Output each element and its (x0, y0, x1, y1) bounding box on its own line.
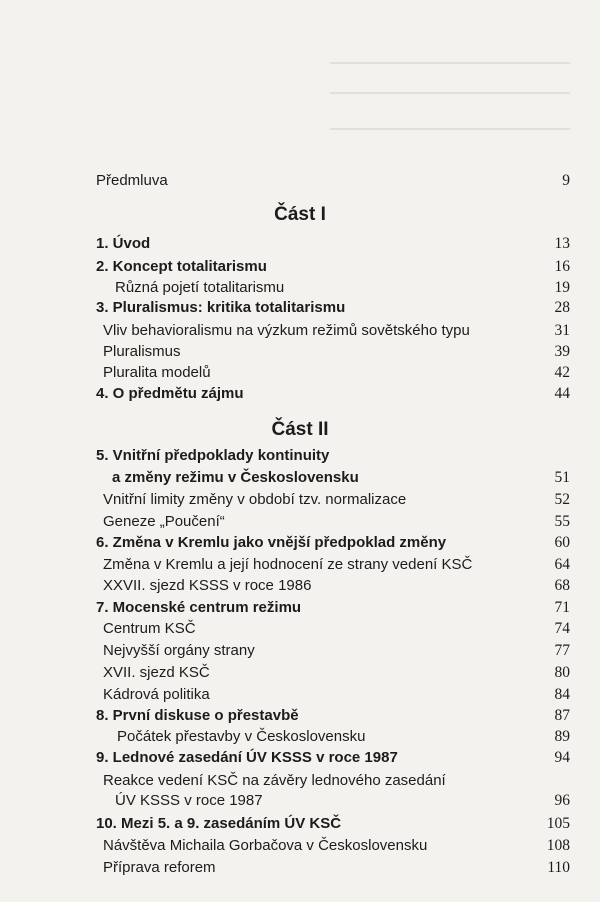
toc-entry-page: 64 (554, 556, 570, 573)
toc-entry-page: 39 (554, 343, 570, 360)
toc-entry-title: Vliv behavioralismu na výzkum režimů sovětského typu (103, 322, 470, 339)
toc-entry-title: 8. První diskuse o přestavbě (96, 707, 299, 724)
toc-entry-title: Příprava reforem (103, 859, 216, 876)
toc-entry-page: 89 (554, 728, 570, 745)
toc-entry-page: 96 (554, 792, 570, 809)
toc-entry-title: Geneze „Poučení“ (103, 513, 225, 530)
toc-entry-page: 51 (554, 469, 570, 486)
toc-entry-page: 94 (554, 749, 570, 766)
toc-entry-title: Nejvyšší orgány strany (103, 642, 255, 659)
toc-entry-title: 2. Koncept totalitarismu (96, 258, 267, 275)
toc-entry-title: Počátek přestavby v Československu (117, 728, 366, 745)
toc-entry-page: 19 (554, 279, 570, 296)
toc-entry-title: a změny režimu v Československu (112, 469, 359, 486)
toc-entry-page: 87 (554, 707, 570, 724)
toc-entry-title: Vnitřní limity změny v období tzv. normalizace (103, 491, 407, 508)
toc-entry-page: 80 (554, 664, 570, 681)
toc-entry-page: 68 (554, 577, 570, 594)
toc-entry-title: 3. Pluralismus: kritika totalitarismu (96, 299, 346, 316)
toc-entry-title: Kádrová politika (103, 686, 210, 703)
toc-entry-page: 52 (554, 491, 570, 508)
part-heading: Část II (271, 419, 329, 440)
show-through-line (330, 92, 570, 94)
toc-entry-page: 108 (546, 837, 570, 854)
part-heading: Část I (274, 204, 326, 225)
toc-entry-title: Různá pojetí totalitarismu (115, 279, 285, 296)
toc-entry-title: Změna v Kremlu a její hodnocení ze strany vedení KSČ (103, 556, 473, 573)
toc-entry-page: 84 (554, 686, 570, 703)
toc-entry-title: Předmluva (96, 172, 168, 189)
toc-entry-page: 44 (554, 385, 570, 402)
toc-entry-title: Centrum KSČ (103, 620, 196, 637)
toc-entry-page: 9 (562, 172, 570, 189)
show-through-line (330, 128, 570, 130)
toc-entry-title: 10. Mezi 5. a 9. zasedáním ÚV KSČ (96, 815, 342, 832)
toc-entry-title: 5. Vnitřní předpoklady kontinuity (96, 447, 330, 464)
toc-entry-title: XVII. sjezd KSČ (103, 664, 210, 681)
toc-entry-page: 105 (546, 815, 570, 832)
toc-entry-title: Návštěva Michaila Gorbačova v Československu (103, 837, 428, 854)
toc-entry-title: 6. Změna v Kremlu jako vnější předpoklad změny (96, 534, 447, 551)
toc-entry-page: 60 (554, 534, 570, 551)
toc-entry-page: 77 (554, 642, 570, 659)
toc-entry-page: 71 (554, 599, 570, 616)
toc-entry-page: 13 (554, 235, 570, 252)
toc-entry-title: 9. Lednové zasedání ÚV KSSS v roce 1987 (96, 749, 398, 766)
toc-entry-page: 110 (547, 859, 570, 876)
toc-entry-title: Pluralita modelů (103, 364, 211, 381)
toc-entry-title: 4. O předmětu zájmu (96, 385, 244, 402)
show-through-line (330, 62, 570, 64)
toc-entry-page: 31 (554, 322, 570, 339)
toc-entry-page: 28 (554, 299, 570, 316)
toc-entry-page: 74 (554, 620, 570, 637)
toc-entry-title: 7. Mocenské centrum režimu (96, 599, 302, 616)
toc-entry-title: 1. Úvod (96, 235, 151, 252)
toc-entry-page: 16 (554, 258, 570, 275)
toc-entry-page: 42 (554, 364, 570, 381)
toc-entry-title: ÚV KSSS v roce 1987 (115, 792, 263, 809)
toc-entry-title: Reakce vedení KSČ na závěry lednového zasedání (103, 772, 446, 789)
toc-entry-title: Pluralismus (103, 343, 181, 360)
toc-entry-page: 55 (554, 513, 570, 530)
toc-entry-title: XXVII. sjezd KSSS v roce 1986 (103, 577, 312, 594)
